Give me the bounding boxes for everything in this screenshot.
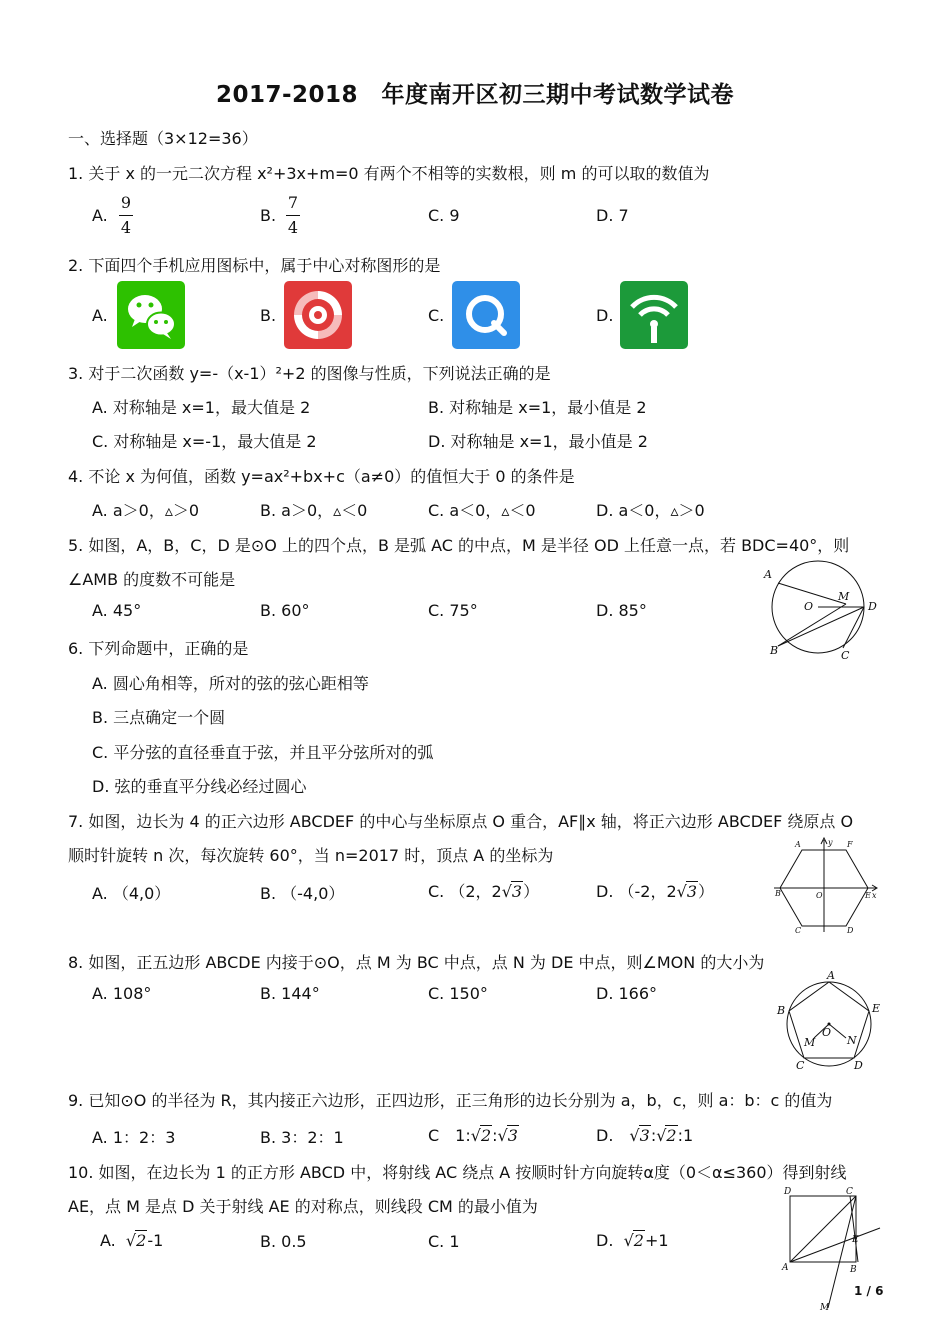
label-y: y	[828, 838, 833, 847]
wechat-icon[interactable]	[117, 281, 185, 349]
q6-option-d[interactable]: D. 弦的垂直平分线必经过圆心	[92, 777, 307, 796]
search-q-icon[interactable]	[452, 281, 520, 349]
label-n: N	[847, 1034, 857, 1047]
label-d: D	[847, 926, 854, 935]
q8-option-c[interactable]: C. 150°	[428, 984, 488, 1003]
q3-option-b[interactable]: B. 对称轴是 x=1，最小值是 2	[428, 398, 647, 417]
label-m: M	[838, 590, 850, 603]
segment-bd	[778, 607, 864, 646]
q10-stem-line2: AE，点 M 是点 D 关于射线 AE 的对称点，则线段 CM 的最小值为	[68, 1197, 538, 1216]
label-d: D	[854, 1059, 863, 1072]
q1-option-a-fraction	[119, 193, 133, 237]
radicand: 2	[136, 1231, 147, 1250]
wifi-icon[interactable]	[620, 281, 688, 349]
label-o: O	[822, 1026, 832, 1039]
sqrt: √3	[629, 1126, 650, 1145]
q10-a-suffix: -1	[147, 1231, 164, 1250]
q6-option-a[interactable]: A. 圆心角相等，所对的弦的弦心距相等	[92, 674, 369, 693]
page-number: 1 / 6	[854, 1284, 884, 1298]
sqrt: √2	[470, 1126, 492, 1145]
q7-c-prefix: C. （2，2	[428, 882, 502, 901]
q1-option-d[interactable]: D. 7	[596, 206, 629, 225]
ratio-colon: :	[650, 1126, 657, 1145]
q9-option-b[interactable]: B. 3：2：1	[260, 1128, 344, 1147]
q5-option-a[interactable]: A. 45°	[92, 601, 142, 620]
section-heading: 一、选择题（3×12=36）	[68, 129, 258, 148]
label-b: B	[775, 889, 781, 898]
q9-option-a[interactable]: A. 1：2：3	[92, 1128, 176, 1147]
q7-option-c[interactable]	[428, 879, 539, 902]
q2-option-a[interactable]: A.	[92, 306, 108, 325]
q10-option-d[interactable]	[596, 1230, 669, 1250]
label-b: B	[777, 1004, 786, 1017]
q6-stem: 6. 下列命题中，正确的是	[68, 639, 249, 658]
radicand: 2	[666, 1126, 677, 1145]
sqrt: √2	[656, 1126, 677, 1145]
label-m: M	[820, 1303, 830, 1313]
q5-stem-line2: ∠AMB 的度数不可能是	[68, 570, 236, 589]
ratio-colon: :	[492, 1126, 498, 1145]
q5-option-d[interactable]: D. 85°	[596, 601, 647, 620]
label-m: M	[804, 1036, 816, 1049]
q6-option-b[interactable]: B. 三点确定一个圆	[92, 708, 226, 727]
q10-d-prefix: D.	[596, 1231, 614, 1250]
label-e: E	[872, 1002, 881, 1015]
label-o: O	[804, 600, 814, 613]
diagonal-ac	[790, 1196, 856, 1262]
radicand: 2	[480, 1126, 492, 1145]
q1-b-denominator: 4	[287, 218, 299, 237]
q4-option-a[interactable]: A. a＞0，▵＞0	[92, 501, 200, 520]
q1-option-b-fraction	[286, 193, 300, 237]
q3-stem: 3. 对于二次函数 y=-（x-1）²+2 的图像与性质，下列说法正确的是	[68, 364, 551, 383]
q9-option-d[interactable]	[596, 1123, 693, 1146]
segment-dc	[843, 607, 864, 648]
q4-option-c[interactable]: C. a＜0，▵＜0	[428, 501, 536, 520]
sqrt: √2	[125, 1231, 147, 1250]
q9-d-prefix: D.	[596, 1126, 630, 1145]
label-c: C	[846, 1187, 853, 1197]
label-d: D	[868, 600, 877, 613]
q10-option-b[interactable]: B. 0.5	[260, 1232, 307, 1251]
q9-c-prefix: C 1:	[428, 1126, 471, 1145]
q7-d-prefix: D. （-2，2	[596, 882, 677, 901]
q2-option-c[interactable]: C.	[428, 306, 445, 325]
label-a: A	[827, 969, 835, 982]
q7-c-suffix: ）	[523, 882, 540, 901]
q3-option-d[interactable]: D. 对称轴是 x=1，最小值是 2	[428, 432, 648, 451]
q5-option-c[interactable]: C. 75°	[428, 601, 478, 620]
q8-pentagon-figure	[774, 966, 884, 1074]
q1-option-a-label[interactable]: A.	[92, 206, 108, 225]
q8-option-d[interactable]: D. 166°	[596, 984, 658, 1003]
q7-stem-line2: 顺时针旋转 n 次，每次旋转 60°，当 n=2017 时，顶点 A 的坐标为	[68, 846, 554, 865]
label-f: F	[847, 840, 853, 849]
q7-option-d[interactable]	[596, 879, 714, 902]
radicand: 3	[686, 882, 698, 901]
q1-option-c[interactable]: C. 9	[428, 206, 460, 225]
label-e: E	[865, 891, 871, 900]
label-c: C	[795, 926, 802, 935]
q1-a-numerator: 9	[120, 193, 132, 212]
q5-circle-figure	[758, 560, 888, 660]
q3-option-a[interactable]: A. 对称轴是 x=1，最大值是 2	[92, 398, 311, 417]
q5-option-b[interactable]: B. 60°	[260, 601, 310, 620]
q4-option-b[interactable]: B. a＞0，▵＜0	[260, 501, 368, 520]
q8-option-a[interactable]: A. 108°	[92, 984, 152, 1003]
label-e: E	[852, 1235, 859, 1245]
q10-d-suffix: +1	[644, 1231, 669, 1250]
q8-stem: 8. 如图，正五边形 ABCDE 内接于⊙O，点 M 为 BC 中点，点 N 为 DE 中点，则∠MON 的大小为	[68, 953, 765, 972]
label-a: A	[782, 1263, 789, 1273]
q2-option-b[interactable]: B.	[260, 306, 277, 325]
label-c: C	[796, 1059, 805, 1072]
q10-option-c[interactable]: C. 1	[428, 1232, 460, 1251]
segment-on	[829, 1024, 846, 1038]
q1-a-denominator: 4	[120, 218, 132, 237]
q7-d-suffix: ）	[698, 882, 715, 901]
q2-option-d[interactable]: D.	[596, 306, 614, 325]
q4-option-d[interactable]: D. a＜0，▵＞0	[596, 501, 705, 520]
q1-b-numerator: 7	[287, 193, 299, 212]
radicand: 2	[633, 1231, 644, 1250]
q8-option-b[interactable]: B. 144°	[260, 984, 320, 1003]
radicand: 3	[511, 882, 523, 901]
q2-stem: 2. 下面四个手机应用图标中，属于中心对称图形的是	[68, 256, 441, 275]
q10-stem-line1: 10. 如图，在边长为 1 的正方形 ABCD 中，将射线 AC 绕点 A 按顺时针方向旋转α度（0＜α≤360）得到射线	[68, 1163, 847, 1182]
label-b: B	[850, 1265, 857, 1275]
sqrt: √3	[676, 882, 698, 901]
q3-option-c[interactable]: C. 对称轴是 x=-1，最大值是 2	[92, 432, 317, 451]
q10-option-a[interactable]	[100, 1230, 163, 1250]
q9-option-c[interactable]	[428, 1123, 519, 1146]
ray-ae	[790, 1228, 880, 1262]
q7-option-b[interactable]: B. （-4,0）	[260, 884, 345, 903]
q7-hexagon-figure	[772, 836, 882, 936]
q1-option-b-label[interactable]: B.	[260, 206, 277, 225]
q9-d-suffix: :1	[677, 1126, 694, 1145]
label-a: A	[795, 840, 801, 849]
label-a: A	[764, 568, 772, 581]
radicand: 3	[507, 1126, 518, 1145]
fraction-bar	[119, 215, 133, 216]
page-title: 2017-2018 年度南开区初三期中考试数学试卷	[215, 82, 735, 108]
label-d: D	[784, 1187, 792, 1197]
sqrt: √3	[497, 1126, 518, 1145]
q6-option-c[interactable]: C. 平分弦的直径垂直于弦，并且平分弦所对的弧	[92, 743, 434, 762]
fraction-bar	[286, 215, 300, 216]
q7-option-a[interactable]: A. （4,0）	[92, 884, 171, 903]
q7-stem-line1: 7. 如图，边长为 4 的正六边形 ABCDEF 的中心与坐标原点 O 重合，AF∥x 轴，将正六边形 ABCDEF 绕原点 O	[68, 812, 854, 831]
radicand: 3	[639, 1126, 650, 1145]
q1-stem: 1. 关于 x 的一元二次方程 x²+3x+m=0 有两个不相等的实数根，则 m 的可以取的数值为	[68, 164, 710, 183]
label-c: C	[841, 649, 850, 660]
label-x: x	[872, 891, 877, 900]
label-b: B	[770, 644, 779, 657]
q5-stem-line1: 5. 如图，A，B，C，D 是⊙O 上的四个点，B 是弧 AC 的中点，M 是半径 OD 上任意一点，若 BDC=40°，则	[68, 536, 850, 555]
pentagon-abcde	[789, 982, 869, 1058]
q10-a-prefix: A.	[100, 1231, 116, 1250]
q9-stem: 9. 已知⊙O 的半径为 R，其内接正六边形，正四边形，正三角形的边长分别为 a，b，c，则 a：b：c 的值为	[68, 1091, 833, 1110]
q4-stem: 4. 不论 x 为何值，函数 y=ax²+bx+c（a≠0）的值恒大于 0 的条件是	[68, 467, 575, 486]
sqrt: √3	[501, 882, 523, 901]
sqrt: √2	[623, 1231, 644, 1250]
label-o: O	[816, 891, 823, 900]
weibo-swirl-icon[interactable]	[284, 281, 352, 349]
